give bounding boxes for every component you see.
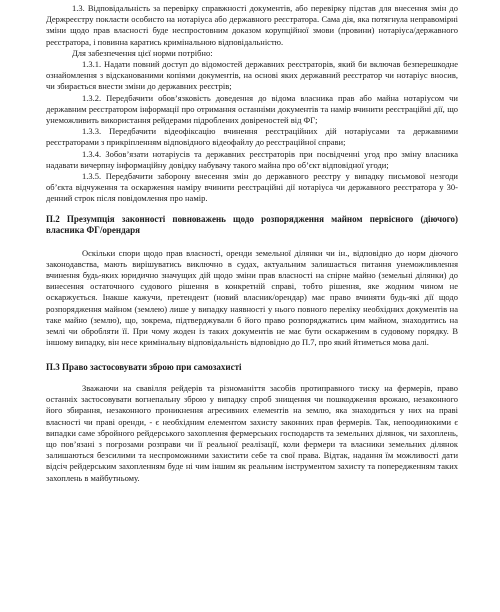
section-3 — [46, 383, 458, 484]
paragraph-1-3-3: 1.3.3. Передбачити відеофіксацію вчинення реєстраційних дій нотаріусами та державними реєстраторами з прикріпленням відповідного відеофайлу до реєстраційної справи; — [46, 126, 458, 148]
section-2 — [46, 248, 458, 349]
paragraph-3-1: Зважаючи на свавілля рейдерів та різноманіття засобів протиправного тиску на фермерів, право останніх застосовувати вогнепальну зброю у випадку спроб знищення чи пошкодження врожаю, незаконного його збирання, незаконного проникнення агресивних елементів на землю, яка знаходиться у них на праві власності чи праві оренди, - є необхідним елементом захисту законних прав фермерів. Так, непоодинокими є випадки саме збройного рейдерського захоплення фермерських господарств та земельних ділянок, чи захоплень, що пов’язані з погрозами розправи чи її реальної реалізації, коли фермери та власники земельних ділянок залишаються безсилими та неспроможними захистити себе та свої права. Відтак, надання їм можливості дати відсіч рейдерським захопленням буде ні чим іншим як реальним інструментом захисту та попередженням таких захоплень в майбутньому. — [46, 382, 458, 483]
paragraph-2-1: Оскільки спори щодо прав власності, оренди земельної ділянки чи ін., відповідно до норм діючого законодавства, мають вирішуватись виключно в судах, актуальним залишається питання унеможливлення вчинення будь-яких юридично значущих дій щодо зміни прав власності на спірне майно (земельні ділянки) до винесення остаточного судового рішення в конкретній справі, тобто рішення, яке жодним чином не оскаржується. Інакше кажучи, претендент (новий власник/орендар) має право вчиняти будь-які дії щодо розпорядження майном (землею) лише у випадку наявності у нього повного переліку необхідних документів на таке майно (землю), що, зокрема, підтверджували б його право розпоряджатись цим майном, знаходитись на землі чи обробляти її. При чому жоден із таких документів не має бути оскарженим в судовому порядку. В іншому випадку, він несе кримінальну відповідальність відповідно до П.7, про який йтиметься мова далі. — [46, 247, 458, 348]
paragraph-1-3-1: 1.3.1. Надати повний доступ до відомостей державних реєстраторів, який би включав безперешкодне ознайомлення з відсканованими копіями документів, на основі яких державний реєстратор чи нотаріус вносив, чи збирається внести зміни до державних реєстрів; — [46, 59, 458, 92]
paragraph-1-3-2: 1.3.2. Передбачити обов’язковість доведення до відома власника прав або майна нотаріусом чи державним реєстратором інформації про отримання останніми документів та намір вчинити реєстраційні дії, що унеможливить використання рейдерами підроблених довіреностей від ФГ; — [46, 92, 458, 126]
paragraph-1-3-5: 1.3.5. Передбачити заборону внесення змін до державного реєстру у випадку письмової незгоди об’єкта відчуження та оскарження наміру вчинити реєстраційні дії нотаріуса чи державного реєстратора у 30-денний строк після повідомлення про намір. — [46, 171, 458, 204]
heading-section-2: П.2 Презумпція законності повноважень щодо розпорядження майном первісного (діючого) власника ФГ/орендаря — [46, 213, 458, 236]
heading-section-3: П.3 Право застосовувати зброю при самозахисті — [46, 362, 242, 373]
section-1 — [46, 3, 458, 205]
paragraph-1-3-4: 1.3.4. Зобов’язати нотаріусів та державних реєстраторів при посвідченні угод про зміну власника надавати вичерпну інформаційну довідку набувачу такого майна про об’єкт відповідної угоди; — [46, 148, 458, 170]
paragraph-1-3: 1.3. Відповідальність за перевірку справжності документів, або перевірку підстав для внесення змін до Держреєстру покласти особисто на нотаріуса або державного реєстратора. Сама дія, яка потягнула неправомірні зміни щодо прав власності буде неспростовним доказом корупційної змови (провини) нотаріуса/державного реєстратора, і повинна каратись кримінальною відповідальністю. — [46, 3, 458, 47]
paragraph-intro: Для забезпечення цієї норми потрібно: — [72, 47, 213, 58]
